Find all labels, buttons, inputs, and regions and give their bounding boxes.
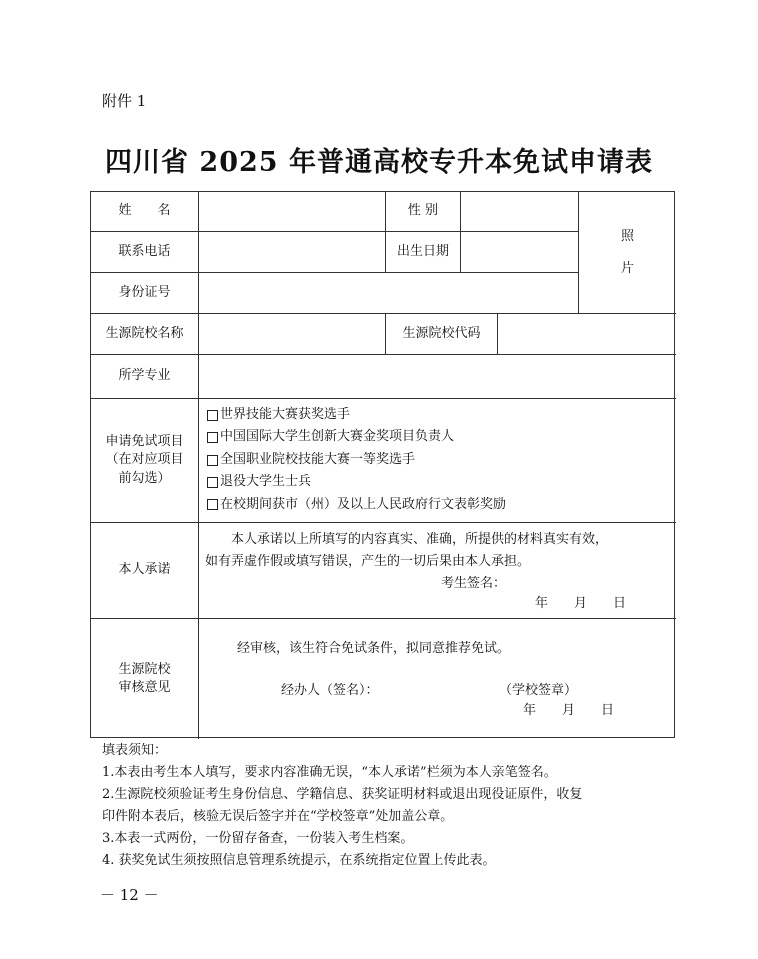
apply-label-line2: （在对应项目 <box>105 452 184 468</box>
notes-item: 2.生源院校须验证考生身份信息、学籍信息、获奖证明材料或退出现役证原件，收复 <box>102 787 583 802</box>
notes-item: 4. 获奖免试生须按照信息管理系统提示，在系统指定位置上传此表。 <box>102 853 496 868</box>
phone-label: 联系电话 <box>118 243 171 259</box>
apply-option[interactable] <box>207 449 667 471</box>
apply-option[interactable] <box>207 494 667 516</box>
major-field[interactable] <box>199 355 676 398</box>
promise-label: 本人承诺 <box>118 562 171 578</box>
major-label: 所学专业 <box>118 368 171 384</box>
checkbox[interactable] <box>207 477 218 488</box>
apply-label-line1: 申请免试项目 <box>105 434 184 450</box>
review-text: 经审核，该生符合免试条件，拟同意推荐免试。 <box>237 641 511 656</box>
name-field[interactable] <box>199 192 385 231</box>
apply-option[interactable] <box>207 426 667 448</box>
checkbox[interactable] <box>207 432 218 443</box>
gender-field[interactable] <box>461 192 578 231</box>
notes-heading: 填表须知： <box>102 743 168 758</box>
option-text: 世界技能大赛获奖选手 <box>220 407 351 422</box>
review-label-line1: 生源院校 <box>118 661 171 677</box>
form-title: 四川省 2025 年普通高校专升本免试申请表 <box>105 147 653 178</box>
school-code-field[interactable] <box>498 314 676 354</box>
filling-instructions <box>102 740 682 872</box>
notes-item: 印件附本表后，核验无误后签字并在“学校签章”处加盖公章。 <box>102 809 454 824</box>
id-number-label: 身份证号 <box>118 284 171 300</box>
notes-item: 3.本表一式两份，一份留存备查，一份装入考生档案。 <box>102 831 414 846</box>
option-text: 全国职业院校技能大赛一等奖选手 <box>220 451 416 467</box>
promise-date: 年 月 日 <box>535 596 627 611</box>
phone-field[interactable] <box>199 232 385 272</box>
signature-label: 考生签名： <box>441 576 507 591</box>
id-number-field[interactable] <box>199 273 578 313</box>
promise-text-line1: 本人承诺以上所填写的内容真实、准确，所提供的材料真实有效， <box>231 532 609 547</box>
checkbox[interactable] <box>207 499 218 510</box>
review-date: 年 月 日 <box>523 703 615 718</box>
apply-option[interactable] <box>207 471 667 493</box>
birth-date-label: 出生日期 <box>396 243 449 259</box>
gender-label: 性 别 <box>407 203 439 219</box>
apply-option[interactable] <box>207 404 667 426</box>
photo-label-top: 照 <box>620 228 634 244</box>
photo-label-bottom: 片 <box>620 260 634 276</box>
photo-box[interactable] <box>579 192 676 313</box>
checkbox[interactable] <box>207 455 218 466</box>
name-label: 姓 名 <box>118 203 171 219</box>
birth-date-field[interactable] <box>461 232 578 272</box>
application-form <box>90 191 675 738</box>
attachment-label: 附件 1 <box>102 92 147 110</box>
promise-text-line2: 如有弄虚作假或填写错误，产生的一切后果由本人承担。 <box>205 554 531 569</box>
apply-options-list <box>207 404 667 516</box>
school-name-label: 生源院校名称 <box>105 325 184 341</box>
option-text: 退役大学生士兵 <box>220 474 312 490</box>
checkbox[interactable] <box>207 410 218 421</box>
page-number: － 12 － <box>100 886 159 904</box>
school-code-label: 生源院校代码 <box>402 325 481 341</box>
notes-item: 1.本表由考生本人填写，要求内容准确无误，“本人承诺”栏须为本人亲笔签名。 <box>102 765 557 780</box>
handler-signature-label: 经办人（签名）： <box>281 683 379 698</box>
review-label <box>91 619 198 739</box>
option-text: 在校期间获市（州）及以上人民政府行文表彰奖励 <box>220 496 507 512</box>
school-seal-label: （学校签章） <box>499 683 578 698</box>
apply-items-label <box>91 399 198 522</box>
review-label-line2: 审核意见 <box>118 680 171 695</box>
apply-label-line3: 前勾选） <box>118 470 171 486</box>
option-text: 中国国际大学生创新大赛金奖项目负责人 <box>220 429 455 445</box>
school-name-field[interactable] <box>199 314 385 354</box>
